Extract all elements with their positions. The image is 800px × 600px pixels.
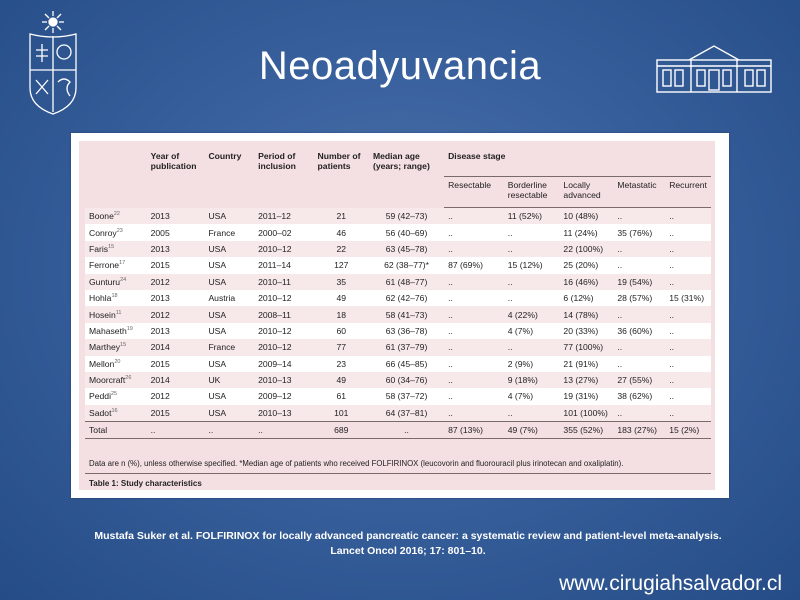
cell-recurrent: ..	[665, 405, 711, 422]
table-caption: Table 1: Study characteristics	[89, 479, 202, 488]
cell-age: 61 (48–77)	[369, 274, 444, 290]
total-country: ..	[204, 422, 254, 439]
cell-age: 63 (36–78)	[369, 323, 444, 339]
cell-recurrent: ..	[665, 388, 711, 404]
cell-metastatic: 28 (57%)	[613, 290, 665, 306]
study-author: Moorcraft	[89, 375, 126, 386]
cell-locally: 6 (12%)	[559, 290, 613, 306]
reference-superscript: 22	[113, 211, 120, 218]
reference-superscript: 20	[114, 358, 121, 365]
table-row	[85, 241, 711, 257]
cell-metastatic: 36 (60%)	[613, 323, 665, 339]
cell-country: USA	[204, 257, 254, 273]
cell-resectable: ..	[444, 372, 504, 388]
cell-year: 2013	[147, 241, 205, 257]
cell-period: 2010–12	[254, 290, 313, 306]
caption-divider	[85, 473, 711, 474]
total-age: ..	[369, 422, 444, 439]
cell-resectable: 87 (69%)	[444, 257, 504, 273]
cell-patients: 46	[314, 224, 369, 240]
table-row	[85, 208, 711, 225]
cell-country: USA	[204, 208, 254, 225]
cell-period: 2008–11	[254, 306, 313, 322]
cell-locally: 25 (20%)	[559, 257, 613, 273]
study-name	[85, 306, 147, 322]
cell-locally: 20 (33%)	[559, 323, 613, 339]
study-name	[85, 257, 147, 273]
header-study	[85, 147, 147, 208]
study-name	[85, 405, 147, 422]
cell-borderline: 15 (12%)	[504, 257, 560, 273]
cell-metastatic: ..	[613, 241, 665, 257]
table-total-row	[85, 422, 711, 439]
header-period: Period of inclusion	[258, 151, 296, 171]
total-locally-advanced: 355 (52%)	[559, 422, 613, 439]
cell-metastatic: 27 (55%)	[613, 372, 665, 388]
cell-locally: 21 (91%)	[559, 356, 613, 372]
cell-year: 2015	[147, 257, 205, 273]
cell-period: 2010–12	[254, 339, 313, 355]
cell-resectable: ..	[444, 208, 504, 225]
study-characteristics-table	[85, 147, 711, 439]
cell-country: UK	[204, 372, 254, 388]
cell-patients: 60	[314, 323, 369, 339]
cell-locally: 101 (100%)	[559, 405, 613, 422]
cell-year: 2013	[147, 290, 205, 306]
cell-age: 62 (42–76)	[369, 290, 444, 306]
cell-country: USA	[204, 323, 254, 339]
cell-recurrent: ..	[665, 208, 711, 225]
slide-title: Neoadyuvancia	[258, 44, 542, 88]
cell-age: 56 (40–69)	[369, 224, 444, 240]
table-header-row	[85, 147, 711, 177]
cell-metastatic: 19 (54%)	[613, 274, 665, 290]
cell-borderline: ..	[504, 405, 560, 422]
cell-borderline: 4 (22%)	[504, 306, 560, 322]
table-row	[85, 257, 711, 273]
table-row	[85, 356, 711, 372]
cell-country: USA	[204, 356, 254, 372]
header-recurrent: Recurrent	[665, 177, 711, 208]
cell-borderline: ..	[504, 290, 560, 306]
cell-patients: 22	[314, 241, 369, 257]
cell-year: 2015	[147, 405, 205, 422]
citation-reference: Mustafa Suker et al. FOLFIRINOX for locally advanced pancreatic cancer: a systematic review and patient-level meta-analysis. Lancet Oncol 2016; 17: 801–10.	[94, 530, 722, 557]
cell-patients: 21	[314, 208, 369, 225]
study-name	[85, 356, 147, 372]
cell-metastatic: 35 (76%)	[613, 224, 665, 240]
cell-age: 59 (42–73)	[369, 208, 444, 225]
header-locally-advanced: Locally advanced	[559, 177, 613, 208]
table-row	[85, 274, 711, 290]
header-resectable: Resectable	[444, 177, 504, 208]
cell-metastatic: ..	[613, 405, 665, 422]
cell-year: 2012	[147, 274, 205, 290]
table-row	[85, 224, 711, 240]
cell-age: 60 (34–76)	[369, 372, 444, 388]
total-borderline: 49 (7%)	[504, 422, 560, 439]
study-name	[85, 290, 147, 306]
cell-locally: 16 (46%)	[559, 274, 613, 290]
cell-country: USA	[204, 306, 254, 322]
study-author: Marthey	[89, 342, 121, 353]
cell-patients: 23	[314, 356, 369, 372]
header-borderline: Borderline resectable	[504, 177, 560, 208]
cell-period: 2009–12	[254, 388, 313, 404]
total-year: ..	[147, 422, 205, 439]
cell-patients: 18	[314, 306, 369, 322]
cell-period: 2010–12	[254, 241, 313, 257]
header-year: Year of publication	[150, 151, 197, 171]
website-url: www.cirugiahsalvador.cl	[559, 572, 782, 595]
study-name	[85, 224, 147, 240]
study-author: Mellon	[89, 358, 115, 369]
study-name	[85, 339, 147, 355]
study-author: Mahaseth	[89, 325, 127, 336]
table-row	[85, 290, 711, 306]
cell-period: 2010–12	[254, 323, 313, 339]
cell-recurrent: ..	[665, 274, 711, 290]
cell-year: 2013	[147, 208, 205, 225]
total-label: Total	[85, 422, 147, 439]
study-author: Sadot	[89, 407, 112, 418]
cell-country: France	[204, 339, 254, 355]
study-name	[85, 323, 147, 339]
cell-period: 2010–13	[254, 405, 313, 422]
table-footnote: Data are n (%), unless otherwise specified. *Median age of patients who received FOLFIRINOX (leucovorin and fluorouracil plus irinotecan and oxaliplatin).	[89, 459, 624, 468]
study-name	[85, 241, 147, 257]
cell-resectable: ..	[444, 323, 504, 339]
reference-superscript: 18	[111, 293, 118, 300]
reference-superscript: 11	[115, 309, 122, 316]
study-name	[85, 372, 147, 388]
cell-borderline: ..	[504, 241, 560, 257]
reference-superscript: 15	[108, 244, 115, 251]
cell-age: 61 (37–79)	[369, 339, 444, 355]
cell-country: USA	[204, 274, 254, 290]
cell-recurrent: ..	[665, 257, 711, 273]
cell-period: 2011–12	[254, 208, 313, 225]
cell-resectable: ..	[444, 224, 504, 240]
cell-year: 2012	[147, 388, 205, 404]
cell-age: 58 (37–72)	[369, 388, 444, 404]
cell-patients: 77	[314, 339, 369, 355]
cell-year: 2015	[147, 356, 205, 372]
cell-age: 58 (41–73)	[369, 306, 444, 322]
cell-patients: 35	[314, 274, 369, 290]
header-disease-stage: Disease stage	[444, 147, 711, 177]
cell-period: 2009–14	[254, 356, 313, 372]
table-row	[85, 372, 711, 388]
cell-year: 2014	[147, 339, 205, 355]
cell-year: 2013	[147, 323, 205, 339]
study-author: Hohla	[89, 293, 112, 304]
cell-country: France	[204, 224, 254, 240]
table-row	[85, 405, 711, 422]
cell-borderline: 2 (9%)	[504, 356, 560, 372]
table-panel	[79, 141, 715, 490]
cell-locally: 14 (78%)	[559, 306, 613, 322]
cell-metastatic: 38 (62%)	[613, 388, 665, 404]
header-metastatic: Metastatic	[613, 177, 665, 208]
cell-year: 2014	[147, 372, 205, 388]
cell-locally: 11 (24%)	[559, 224, 613, 240]
reference-superscript: 19	[126, 326, 133, 333]
study-author: Peddi	[89, 391, 111, 402]
cell-patients: 49	[314, 290, 369, 306]
cell-recurrent: ..	[665, 306, 711, 322]
study-name	[85, 208, 147, 225]
total-recurrent: 15 (2%)	[665, 422, 711, 439]
cell-resectable: ..	[444, 356, 504, 372]
cell-age: 62 (38–77)*	[369, 257, 444, 273]
cell-locally: 13 (27%)	[559, 372, 613, 388]
total-patients: 689	[314, 422, 369, 439]
cell-locally: 22 (100%)	[559, 241, 613, 257]
study-author: Ferrone	[89, 260, 120, 271]
reference-superscript: 24	[120, 276, 127, 283]
cell-age: 63 (45–78)	[369, 241, 444, 257]
cell-age: 64 (37–81)	[369, 405, 444, 422]
reference-superscript: 25	[110, 391, 118, 398]
study-author: Conroy	[89, 227, 117, 238]
cell-patients: 49	[314, 372, 369, 388]
cell-resectable: ..	[444, 306, 504, 322]
cell-patients: 127	[314, 257, 369, 273]
cell-patients: 101	[314, 405, 369, 422]
header-patients: Number of patients	[317, 151, 361, 171]
cell-locally: 10 (48%)	[559, 208, 613, 225]
cell-recurrent: ..	[665, 224, 711, 240]
cell-period: 2010–13	[254, 372, 313, 388]
study-name	[85, 388, 147, 404]
cell-resectable: ..	[444, 388, 504, 404]
cell-recurrent: ..	[665, 323, 711, 339]
reference-superscript: 23	[116, 227, 123, 234]
table-row	[85, 388, 711, 404]
cell-country: Austria	[204, 290, 254, 306]
reference-superscript: 15	[120, 342, 127, 349]
cell-recurrent: ..	[665, 339, 711, 355]
table-row	[85, 323, 711, 339]
cell-metastatic: ..	[613, 257, 665, 273]
cell-year: 2012	[147, 306, 205, 322]
cell-country: USA	[204, 241, 254, 257]
cell-period: 2000–02	[254, 224, 313, 240]
table-row	[85, 339, 711, 355]
table-row	[85, 306, 711, 322]
cell-country: USA	[204, 388, 254, 404]
study-author: Faris	[89, 243, 109, 254]
cell-recurrent: 15 (31%)	[665, 290, 711, 306]
reference-superscript: 26	[125, 375, 132, 382]
cell-metastatic: ..	[613, 208, 665, 225]
reference-superscript: 16	[111, 408, 118, 415]
cell-recurrent: ..	[665, 241, 711, 257]
cell-borderline: 4 (7%)	[504, 323, 560, 339]
study-name	[85, 274, 147, 290]
reference-superscript: 17	[119, 260, 126, 267]
cell-country: USA	[204, 405, 254, 422]
cell-borderline: 9 (18%)	[504, 372, 560, 388]
cell-locally: 19 (31%)	[559, 388, 613, 404]
cell-resectable: ..	[444, 339, 504, 355]
study-author: Hosein	[89, 309, 116, 320]
table-image-card	[71, 133, 729, 498]
cell-period: 2011–14	[254, 257, 313, 273]
study-author: Boone	[89, 210, 114, 221]
cell-metastatic: ..	[613, 339, 665, 355]
cell-resectable: ..	[444, 274, 504, 290]
cell-resectable: ..	[444, 241, 504, 257]
total-resectable: 87 (13%)	[444, 422, 504, 439]
cell-borderline: ..	[504, 339, 560, 355]
cell-metastatic: ..	[613, 306, 665, 322]
cell-resectable: ..	[444, 405, 504, 422]
total-period: ..	[254, 422, 313, 439]
cell-borderline: ..	[504, 224, 560, 240]
study-author: Gunturu	[89, 276, 121, 287]
cell-metastatic: ..	[613, 356, 665, 372]
cell-borderline: ..	[504, 274, 560, 290]
cell-patients: 61	[314, 388, 369, 404]
cell-borderline: 11 (52%)	[504, 208, 560, 225]
cell-borderline: 4 (7%)	[504, 388, 560, 404]
header-age: Median age (years; range)	[372, 151, 430, 171]
cell-year: 2005	[147, 224, 205, 240]
total-metastatic: 183 (27%)	[613, 422, 665, 439]
cell-age: 66 (45–85)	[369, 356, 444, 372]
cell-locally: 77 (100%)	[559, 339, 613, 355]
cell-recurrent: ..	[665, 372, 711, 388]
header-country: Country	[208, 151, 242, 161]
cell-resectable: ..	[444, 290, 504, 306]
cell-period: 2010–11	[254, 274, 313, 290]
cell-recurrent: ..	[665, 356, 711, 372]
